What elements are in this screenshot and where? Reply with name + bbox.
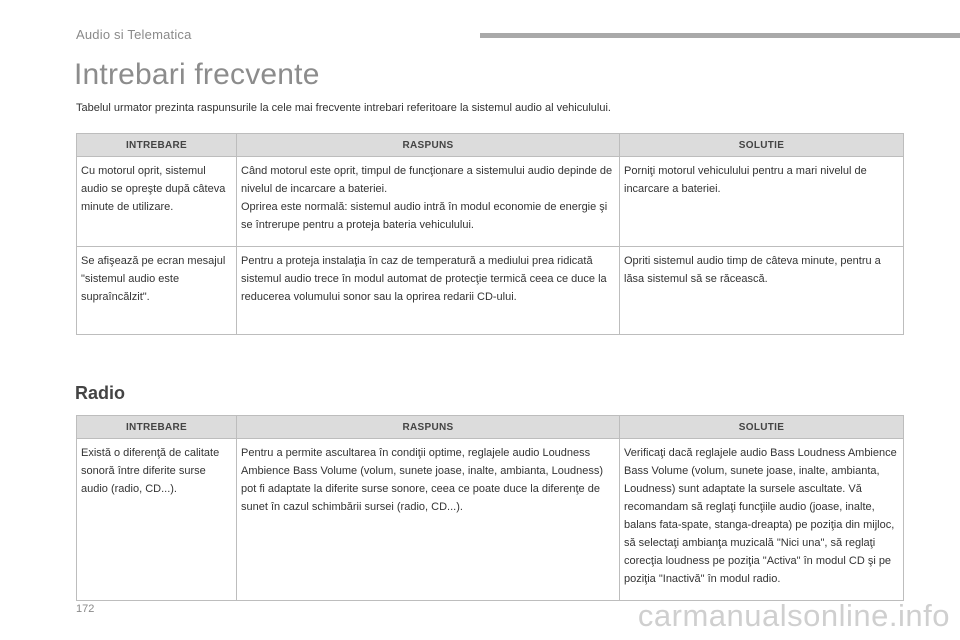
table-header-row [77, 134, 904, 157]
header-title: Audio si Telematica [76, 27, 192, 42]
answer-paragraph: Când motorul este oprit, timpul de funcţionare a sistemului audio depinde de nivelul de incarcare a bateriei. [241, 165, 613, 195]
column-header-question: INTREBARE [77, 416, 237, 439]
cell-question: Există o diferenţă de calitate sonoră între diferite surse audio (radio, CD...). [77, 439, 237, 601]
cell-solution: Opriti sistemul audio timp de câteva minute, pentru a lăsa sistemul să se răcească. [620, 247, 904, 335]
cell-solution: Verificaţi dacă reglajele audio Bass Loudness Ambience Bass Volume (volum, sunete joase, inalte, ambianta, Loudness) sunt adaptate la sursele ascultate. Vă recomandam să reglaţi funcţiile audio (joase, inalte, balans fata-spate, stanga-dreapta) pe poziţia din mijloc, să selectaţi ambianţa muzicală "Nici una", să reglaţi corecţia loudness pe poziţia "Activa" în modul CD şi pe poziţia "Inactivă" în modul radio. [620, 439, 904, 601]
column-header-answer: RASPUNS [237, 416, 620, 439]
table-header-row [77, 416, 904, 439]
faq-table-audio [76, 133, 904, 335]
column-header-answer: RASPUNS [237, 134, 620, 157]
page-number: 172 [76, 603, 95, 615]
cell-answer: Pentru a proteja instalaţia în caz de temperatură a mediului prea ridicată sistemul audio trece în modul automat de protecţie termică ceea ce duce la reducerea volumului sonor sau la oprirea redarii CD-ului. [237, 247, 620, 335]
column-header-solution: SOLUTIE [620, 134, 904, 157]
intro-text: Tabelul urmator prezinta raspunsurile la cele mai frecvente intrebari referitoare la sistemul audio al vehiculului. [76, 102, 611, 114]
faq-table-radio [76, 415, 904, 601]
cell-solution: Porniţi motorul vehiculului pentru a mari nivelul de incarcare a bateriei. [620, 157, 904, 247]
cell-question: Cu motorul oprit, sistemul audio se opreşte după câteva minute de utilizare. [77, 157, 237, 247]
answer-paragraph: Oprirea este normală: sistemul audio intră în modul economie de energie şi se întrerupe pentru a proteja bateria vehiculului. [241, 201, 608, 231]
watermark: carmanualsonline.info [637, 598, 950, 633]
cell-answer [237, 157, 620, 247]
section-title-radio: Radio [75, 383, 126, 403]
column-header-solution: SOLUTIE [620, 416, 904, 439]
cell-question: Se afişează pe ecran mesajul "sistemul audio este supraîncălzit". [77, 247, 237, 335]
cell-answer: Pentru a permite ascultarea în condiţii optime, reglajele audio Loudness Ambience Bass Volume (volum, sunete joase, inalte, ambianta, Loudness) pot fi adaptate la diferite surse sonore, ceea ce poate duce la diferenţe de sunet în cazul schimbării sursei (radio, CD...). [237, 439, 620, 601]
table-row [77, 439, 904, 601]
header-bar [480, 33, 960, 38]
table-row [77, 157, 904, 247]
table-row [77, 247, 904, 335]
column-header-question: INTREBARE [77, 134, 237, 157]
page-title: Intrebari frecvente [74, 58, 320, 91]
